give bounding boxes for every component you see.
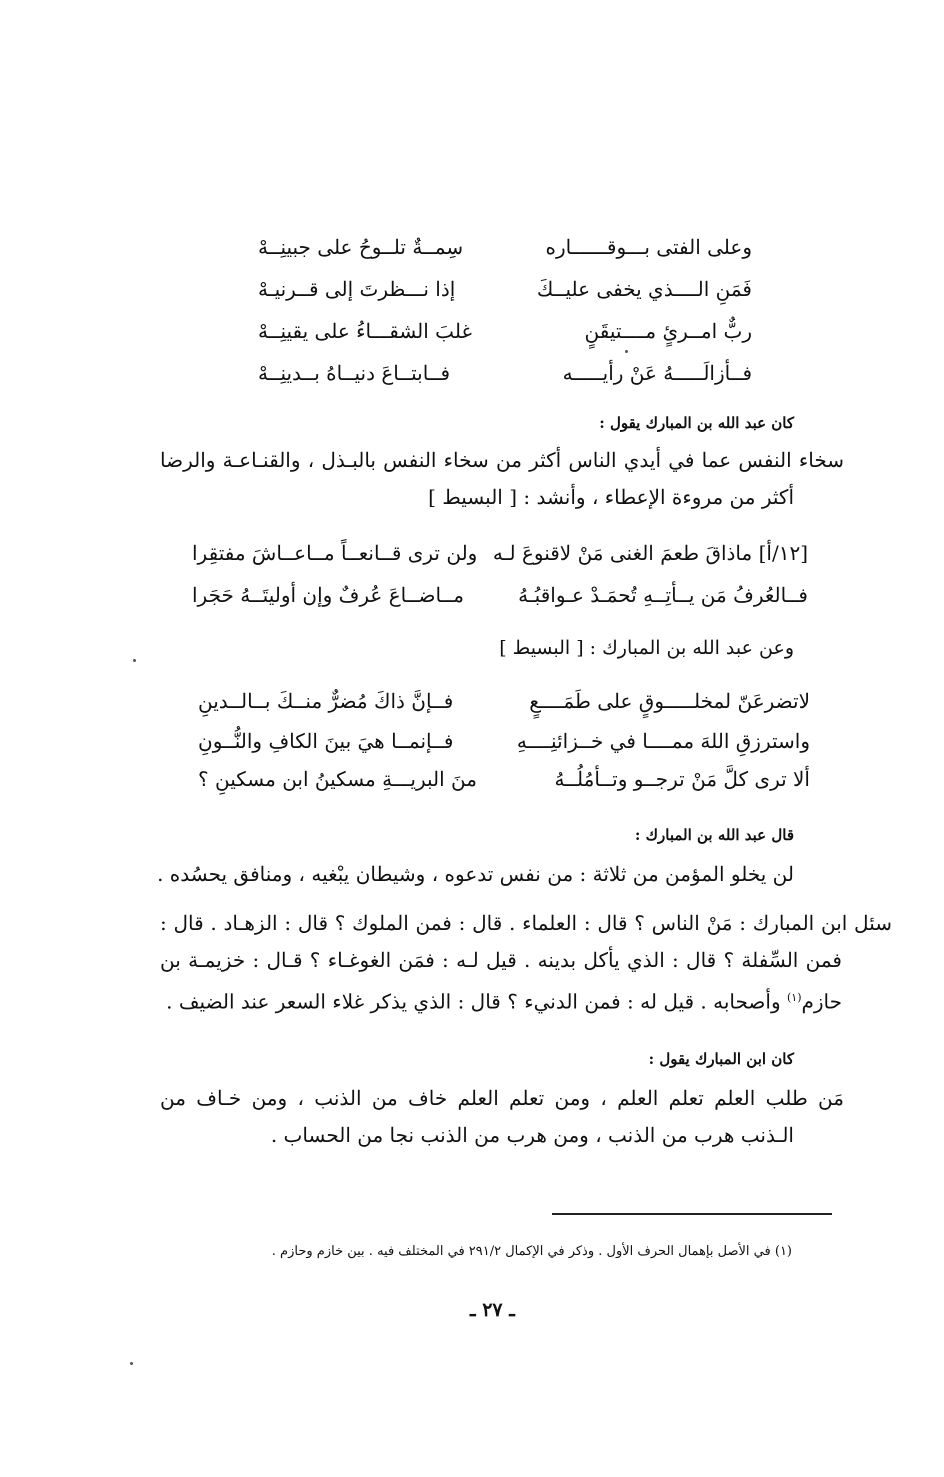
hemistich-first: ربٌّ امــرئٍ مــــتيقَنٍ — [584, 319, 752, 343]
hemistich-first: واسترزقِ اللهَ ممــــا في خــزائنِــــهِ — [516, 729, 810, 753]
poem1-verse-2 — [258, 270, 752, 308]
hemistich-first: وعلى الفتى بـــوقــــــاره — [545, 235, 752, 259]
hemistich-second: فــابتــاعَ دنيــاهُ بــدينِــهْ — [258, 361, 451, 385]
hemistich-second: منَ البريـــةِ مسكينُ ابن مسكينِ ؟ — [198, 767, 477, 791]
hemistich-first: [١٢/أ] ماذاقَ طعمَ الغنى مَنْ لاقنوعَ لـه — [492, 541, 808, 565]
section1-text: سخاء النفس عما في أيدي الناس أكثر من سخاء النفس بالبـذل ، والقنـاعـة والرضا أكثر من مروءة الإعطاء ، وأنشد : [ البسيط ] — [160, 448, 844, 509]
hemistich-first: فَمَنِ الــــذي يخفى عليــكَ — [536, 277, 752, 301]
hemistich-first: لاتضرعَنّ لمخلـــــوقٍ على طَمَــــعٍ — [529, 689, 810, 713]
hemistich-second: إذا نـــظرتَ إلى قــرنيـهْ — [258, 277, 456, 301]
footnote-marker: (١) — [786, 991, 802, 1004]
poem1-verse-4 — [258, 354, 752, 392]
poem2-verse-2 — [192, 576, 808, 614]
section1-heading: كان عبد الله بن المبارك يقول : — [599, 414, 794, 432]
poem1-verse-3 — [258, 312, 752, 350]
section3-heading: قال عبد الله بن المبارك : — [634, 826, 794, 844]
hemistich-first: فــأزالَـــــهُ عَنْ رأيـــــه — [562, 361, 752, 385]
poem3-verse-1 — [198, 682, 810, 720]
page-number: ـ ٢٧ ـ — [470, 1299, 515, 1321]
hemistich-second: مــاضــاعَ عُرفٌ وإن أوليتَــهُ حَجَرا — [192, 583, 464, 607]
section4-text-a: سئل ابن المبارك : مَنْ الناس ؟ قال : العلماء . قال : فمن الملوك ؟ قال : الزهـاد . قال : فمن السِّفلة ؟ قال : الذي يأكل بدينه . قيل لـه : فمَن الغوغـاء ؟ قـال : خزيمـة بن حازم — [160, 911, 892, 1014]
poem3-verse-3 — [198, 760, 810, 798]
section3-text: لن يخلو المؤمن من ثلاثة : من نفس تدعوه ، وشيطان يبْغيه ، ومنافق يحسُده . — [157, 862, 794, 886]
poem3-verse-2 — [198, 722, 810, 760]
hemistich-second: غلبَ الشقـــاءُ على يقينِــهْ — [258, 319, 472, 343]
scan-speck — [133, 659, 136, 662]
footnote-separator — [552, 1213, 832, 1215]
poem2-verse-1 — [192, 534, 808, 572]
hemistich-second: فــإنمــا هيَ بينَ الكافِ والنُّــونِ — [198, 729, 454, 753]
footnote: (١) في الأصل بإهمال الحرف الأول . وذكر في الإكمال ٢٩١/٢ في المختلف فيه . بين خازم وحازم . — [271, 1244, 792, 1259]
hemistich-second: سِمــةٌ تلــوحُ على جبينِــهْ — [258, 235, 464, 259]
hemistich-first: فــالعُرفُ مَن يــأتِــهِ تُحمَـدْ عـواقبُـهُ — [518, 583, 808, 607]
section2-heading: وعن عبد الله بن المبارك : [ البسيط ] — [499, 637, 794, 659]
section5-text: مَن طلب العلم تعلم العلم ، ومن تعلم العلم خاف من الذنب ، ومن خـاف من الـذنب هرب من الذنب ، ومن هرب من الذنب نجا من الحساب . — [160, 1086, 844, 1147]
hemistich-second: ولن ترى قــانعــاً مــاعــاشَ مفتقِرا — [192, 541, 478, 565]
section5-heading: كان ابن المبارك يقول : — [648, 1050, 794, 1068]
section4-text-b: وأصحابه . قيل له : فمن الدنيء ؟ قال : الذي يذكر غلاء السعر عند الضيف . — [166, 989, 787, 1014]
scan-speck — [625, 350, 628, 353]
section4-text — [160, 905, 892, 1021]
hemistich-first: ألا ترى كلَّ مَنْ ترجــو وتــأمُلُــهُ — [554, 767, 810, 791]
scan-speck — [130, 1362, 133, 1365]
hemistich-second: فــإنَّ ذاكَ مُضرٌّ منــكَ بــالــدينِ — [198, 689, 454, 713]
poem1-verse-1 — [258, 228, 752, 266]
